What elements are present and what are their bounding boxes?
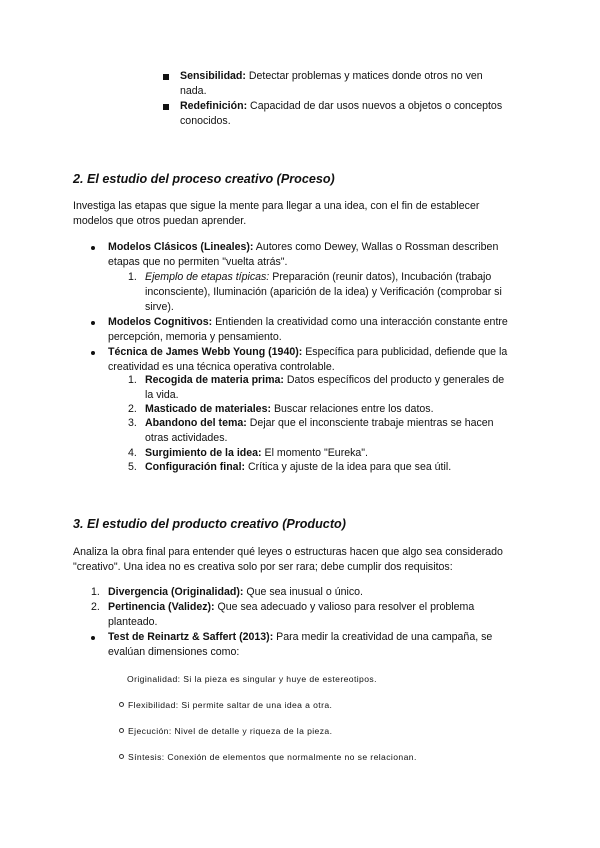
dimension-item: Síntesis: Conexión de elementos que normalmente no se relacionan. bbox=[119, 751, 417, 763]
list-number: 2. bbox=[91, 601, 100, 613]
list-number: 1. bbox=[128, 374, 137, 386]
dimension-item: Flexibilidad: Si permite saltar de una idea a otra. bbox=[119, 699, 332, 711]
square-bullet-icon bbox=[163, 104, 169, 110]
square-bullet-icon bbox=[163, 74, 169, 80]
list-item: Divergencia (Originalidad): Que sea inusual o único. bbox=[108, 586, 363, 598]
list-item: Modelos Cognitivos: Entienden la creatividad como una interacción constante entre bbox=[108, 316, 508, 328]
sub-list-item-continued: la vida. bbox=[145, 389, 179, 401]
list-item: Pertinencia (Validez): Que sea adecuado y valioso para resolver el problema bbox=[108, 601, 475, 613]
sub-list-item: Recogida de materia prima: Datos específicos del producto y generales de bbox=[145, 374, 505, 386]
circle-bullet-icon bbox=[119, 728, 124, 733]
list-number: 4. bbox=[128, 447, 137, 459]
list-item-continued: conocidos. bbox=[180, 115, 231, 127]
list-item-continued: evalúan dimensiones como: bbox=[108, 646, 240, 658]
list-item-continued: planteado. bbox=[108, 616, 158, 628]
bullet-icon bbox=[91, 246, 95, 250]
bullet-icon bbox=[91, 321, 95, 325]
list-item: Modelos Clásicos (Lineales): Autores como Dewey, Wallas o Rossman describen bbox=[108, 241, 499, 253]
sub-list-item-continued: otras actividades. bbox=[145, 432, 228, 444]
sub-list-item: Surgimiento de la idea: El momento "Eureka". bbox=[145, 447, 369, 459]
sub-list-item: Ejemplo de etapas típicas: Preparación (reunir datos), Incubación (trabajo bbox=[145, 271, 492, 283]
list-item-continued: percepción, memoria y pensamiento. bbox=[108, 331, 282, 343]
section-heading: 3. El estudio del producto creativo (Producto) bbox=[73, 517, 346, 531]
list-item: Sensibilidad: Detectar problemas y matices donde otros no ven bbox=[180, 70, 483, 82]
list-item: Redefinición: Capacidad de dar usos nuevos a objetos o conceptos bbox=[180, 100, 503, 112]
bullet-icon bbox=[91, 636, 95, 640]
sub-list-item: Configuración final: Crítica y ajuste de la idea para que sea útil. bbox=[145, 461, 452, 473]
list-number: 1. bbox=[128, 271, 137, 283]
sub-list-item: Abandono del tema: Dejar que el inconsciente trabaje mientras se hacen bbox=[145, 417, 494, 429]
list-item-continued: etapas que no permiten "vuelta atrás". bbox=[108, 256, 288, 268]
section-heading: 2. El estudio del proceso creativo (Proceso) bbox=[73, 172, 335, 186]
list-number: 1. bbox=[91, 586, 100, 598]
list-number: 3. bbox=[128, 417, 137, 429]
circle-bullet-icon bbox=[119, 754, 124, 759]
circle-bullet-icon bbox=[119, 702, 124, 707]
paragraph: Investiga las etapas que sigue la mente para llegar a una idea, con el fin de establecer bbox=[73, 200, 480, 212]
paragraph: "creativo". Una idea no es creativa solo por ser rara; debe cumplir dos requisitos: bbox=[73, 561, 453, 573]
list-item: Técnica de James Webb Young (1940): Específica para publicidad, defiende que la bbox=[108, 346, 508, 358]
sub-list-item-continued: sirve). bbox=[145, 301, 174, 313]
list-number: 5. bbox=[128, 461, 137, 473]
list-item-continued: creatividad es una técnica operativa controlable. bbox=[108, 361, 335, 373]
dimension-item: Ejecución: Nivel de detalle y riqueza de la pieza. bbox=[119, 725, 332, 737]
list-item: Test de Reinartz & Saffert (2013): Para medir la creatividad de una campaña, se bbox=[108, 631, 493, 643]
list-item-continued: nada. bbox=[180, 85, 207, 97]
list-number: 2. bbox=[128, 403, 137, 415]
paragraph: modelos que otros puedan aprender. bbox=[73, 215, 247, 227]
paragraph: Analiza la obra final para entender qué leyes o estructuras hacen que algo sea considerado bbox=[73, 546, 503, 558]
bullet-icon bbox=[91, 351, 95, 355]
sub-list-item-continued: inconsciente), Iluminación (aparición de la idea) y Verificación (comprobar si bbox=[145, 286, 502, 298]
dimension-item: Originalidad: Si la pieza es singular y huye de estereotipos. bbox=[127, 674, 377, 684]
sub-list-item: Masticado de materiales: Buscar relaciones entre los datos. bbox=[145, 403, 434, 415]
